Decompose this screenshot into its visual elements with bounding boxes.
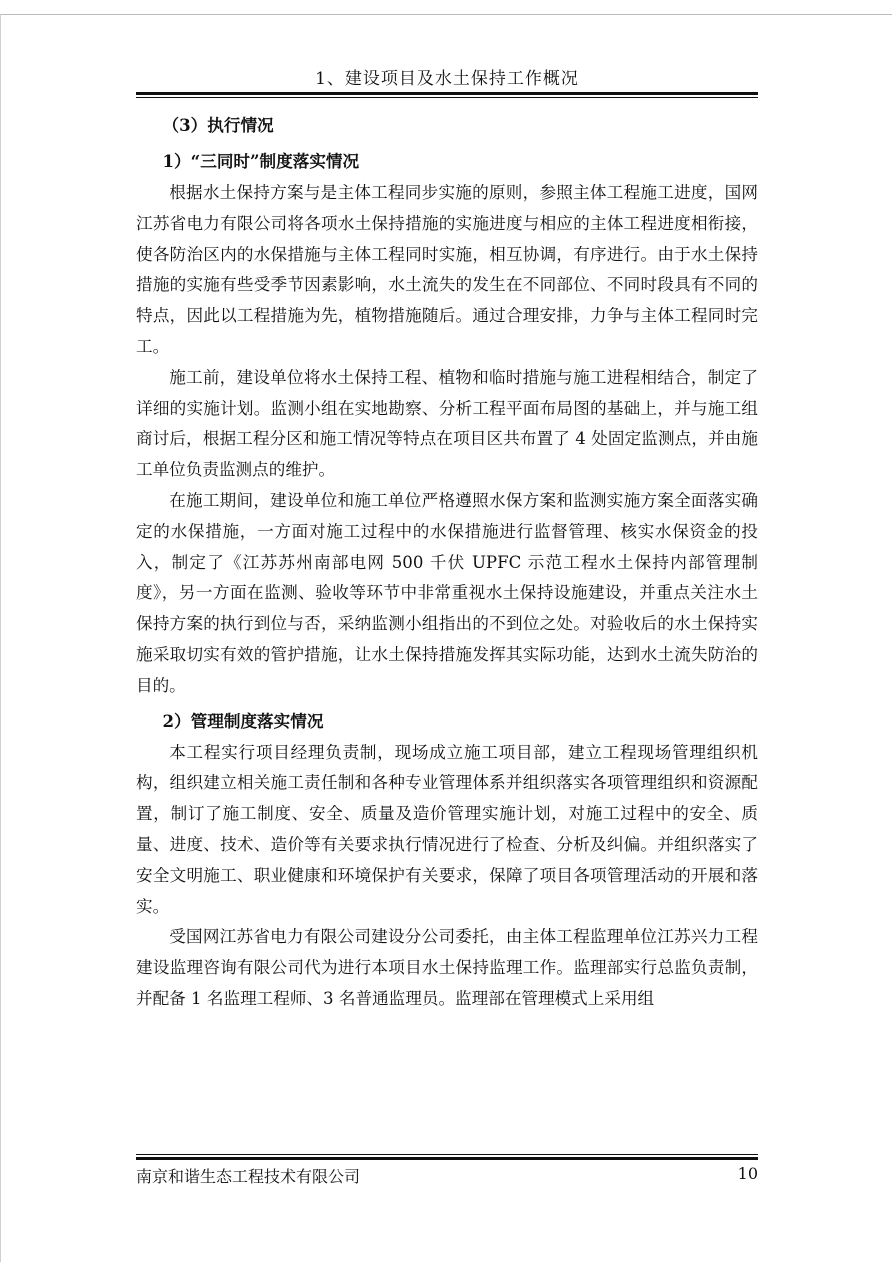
- subsection-heading-three-simultaneous: 1）“三同时”制度落实情况: [162, 151, 360, 171]
- page-top-edge: [0, 0, 892, 15]
- page-left-edge: [0, 14, 1, 1262]
- footer-company-name: 南京和谐生态工程技术有限公司: [136, 1167, 361, 1186]
- paragraph: 本工程实行项目经理负责制，现场成立施工项目部，建立工程现场管理组织机构，组织建立相关施工责任制和各种专业管理体系并组织落实各项管理组织和资源配置，制订了施工制度、安全、质量及造价管理实施计划，对施工过程中的安全、质量、进度、技术、造价等有关要求执行情况进行了检查、分析及纠偏。并组织落实了安全文明施工、职业健康和环境保护有关要求，保障了项目各项管理活动的开展和落实。: [136, 742, 758, 916]
- paragraph: 在施工期间，建设单位和施工单位严格遵照水保方案和监测实施方案全面落实确定的水保措施，一方面对施工过程中的水保措施进行监督管理、核实水保资金的投入，制定了《江苏苏州南部电网 500 千伏 UPFC 示范工程水土保持内部管理制度》，另一方面在监测、验收等环节中非常重视水土保持设施建设，并重点关注水土保持方案的执行到位与否，采纳监测小组指出的不到位之处。对验收后的水土保持实施采取切实有效的管护措施，让水土保持措施发挥其实际功能，达到水土流失防治的目的。: [136, 490, 758, 695]
- header-rule: [136, 92, 758, 95]
- footer-rule: [136, 1157, 758, 1160]
- document-body: [136, 108, 758, 1015]
- paragraph: 根据水土保持方案与是主体工程同步实施的原则，参照主体工程施工进度，国网江苏省电力有限公司将各项水土保持措施的实施进度与相应的主体工程进度相衔接，使各防治区内的水保措施与主体工程同时实施，相互协调，有序进行。由于水土保持措施的实施有些受季节因素影响，水土流失的发生在不同部位、不同时段具有不同的特点，因此以工程措施为先，植物措施随后。通过合理安排，力争与主体工程同时完工。: [136, 183, 758, 356]
- paragraph: 施工前，建设单位将水土保持工程、植物和临时措施与施工进程相结合，制定了详细的实施计划。监测小组在实地勘察、分析工程平面布局图的基础上，并与施工组商讨后，根据工程分区和施工情况等特点在项目区共布置了 4 处固定监测点，并由施工单位负责监测点的维护。: [136, 367, 758, 480]
- page-number: 10: [737, 1164, 758, 1183]
- paragraph: 受国网江苏省电力有限公司建设分公司委托，由主体工程监理单位江苏兴力工程建设监理咨询有限公司代为进行本项目水土保持监理工作。监理部实行总监负责制，并配备 1 名监理工程师、3 名普通监理员。监理部在管理模式上采用组: [136, 927, 758, 1008]
- subsection-heading-management-system: 2）管理制度落实情况: [162, 710, 324, 731]
- running-header: 1、建设项目及水土保持工作概况: [315, 69, 579, 89]
- section-heading: （3）执行情况: [162, 115, 274, 135]
- header-rule-thin: [136, 97, 758, 98]
- footer-rule-thin: [136, 1154, 758, 1155]
